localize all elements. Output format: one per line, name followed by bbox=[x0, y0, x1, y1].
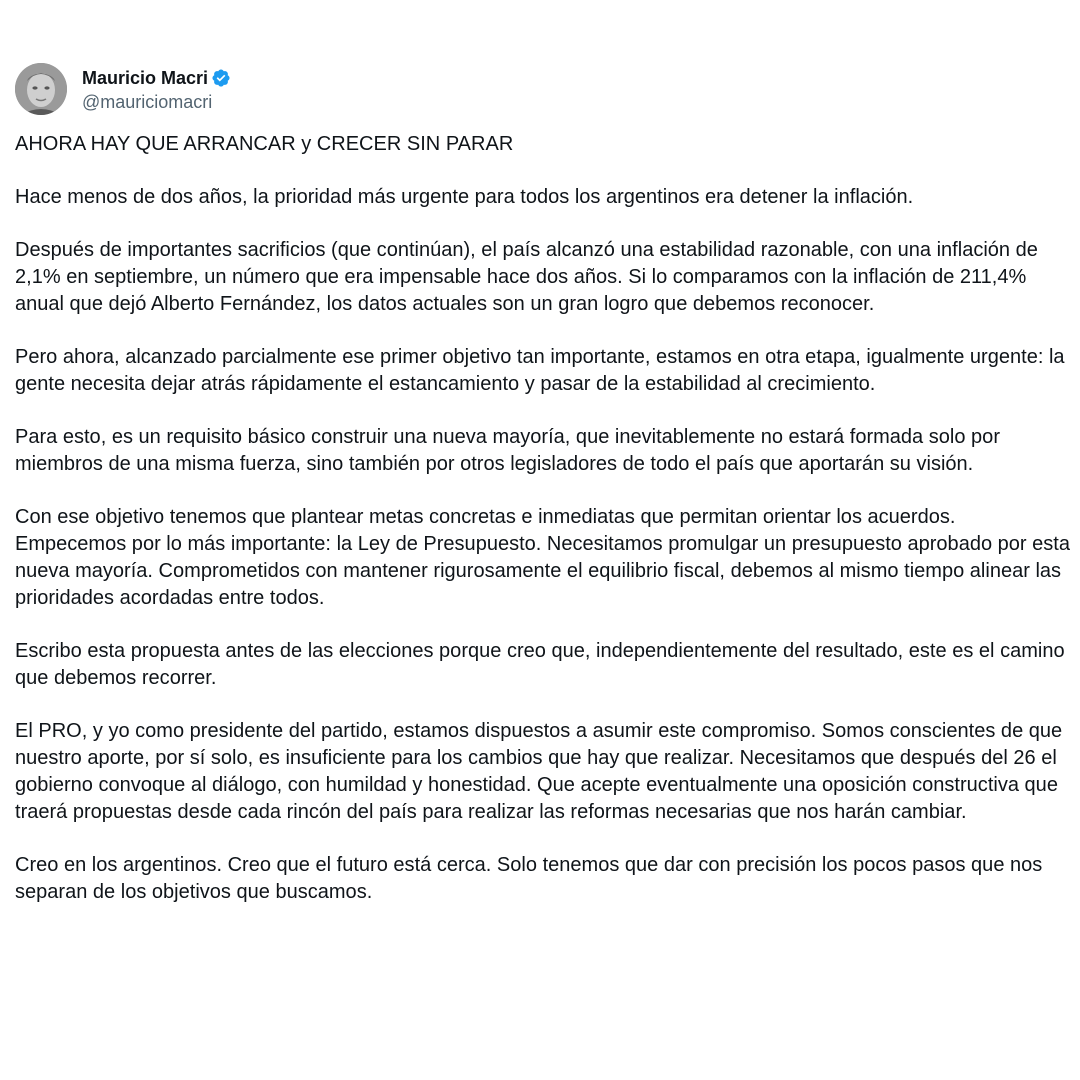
author-display-name[interactable]: Mauricio Macri bbox=[82, 68, 209, 88]
tweet-paragraph: El PRO, y yo como presidente del partido, estamos dispuestos a asumir este compromiso. Somos conscientes de que nuestro aporte, por sí solo, es insuficiente para los cambios que hay que realizar. Necesitamos que después del 26 el gobierno convoque al diálogo, con humildad y honestidad. Que acepte eventualmente una oposición constructiva que traerá propuestas desde cada rincón del país para realizar las reformas necesarias que nos harán cambiar. bbox=[15, 720, 1063, 823]
verified-badge-icon bbox=[211, 68, 231, 88]
author-names bbox=[82, 65, 231, 113]
tweet-header bbox=[15, 63, 1070, 115]
tweet-paragraph: AHORA HAY QUE ARRANCAR y CRECER SIN PARAR bbox=[15, 133, 514, 155]
tweet-paragraph: Después de importantes sacrificios (que continúan), el país alcanzó una estabilidad razonable, con una inflación de 2,1% en septiembre, un número que era impensable hace dos años. Si lo comparamos con la inflación de 211,4% anual que dejó Alberto Fernández, los datos actuales son un gran logro que debemos reconocer. bbox=[15, 239, 1038, 315]
tweet-paragraph: Pero ahora, alcanzado parcialmente ese primer objetivo tan importante, estamos en otra etapa, igualmente urgente: la gente necesita dejar atrás rápidamente el estancamiento y pasar de la estabilidad al crecimiento. bbox=[15, 346, 1065, 395]
avatar[interactable] bbox=[15, 63, 67, 115]
tweet-paragraph: Para esto, es un requisito básico construir una nueva mayoría, que inevitablemente no estará formada solo por miembros de una misma fuerza, sino también por otros legisladores de todo el país que aportarán su visión. bbox=[15, 426, 1000, 475]
name-row bbox=[82, 65, 231, 91]
tweet-paragraph: Con ese objetivo tenemos que plantear metas concretas e inmediatas que permitan orientar los acuerdos. Empecemos por lo más importante: la Ley de Presupuesto. Necesitamos promulgar un presupuesto aprobado por esta nueva mayoría. Comprometidos con mantener rigurosamente el equilibrio fiscal, debemos al mismo tiempo alinear las prioridades acordadas entre todos. bbox=[15, 506, 1071, 609]
tweet-paragraph: Hace menos de dos años, la prioridad más urgente para todos los argentinos era detener la inflación. bbox=[15, 186, 914, 208]
tweet bbox=[15, 63, 1070, 906]
profile-photo-icon bbox=[15, 63, 67, 115]
tweet-body bbox=[15, 131, 1070, 906]
tweet-paragraph: Escribo esta propuesta antes de las elecciones porque creo que, independientemente del resultado, este es el camino que debemos recorrer. bbox=[15, 640, 1065, 689]
tweet-paragraph: Creo en los argentinos. Creo que el futuro está cerca. Solo tenemos que dar con precisión los pocos pasos que nos separan de los objetivos que buscamos. bbox=[15, 854, 1043, 903]
author-handle[interactable]: @mauriciomacri bbox=[82, 92, 213, 112]
